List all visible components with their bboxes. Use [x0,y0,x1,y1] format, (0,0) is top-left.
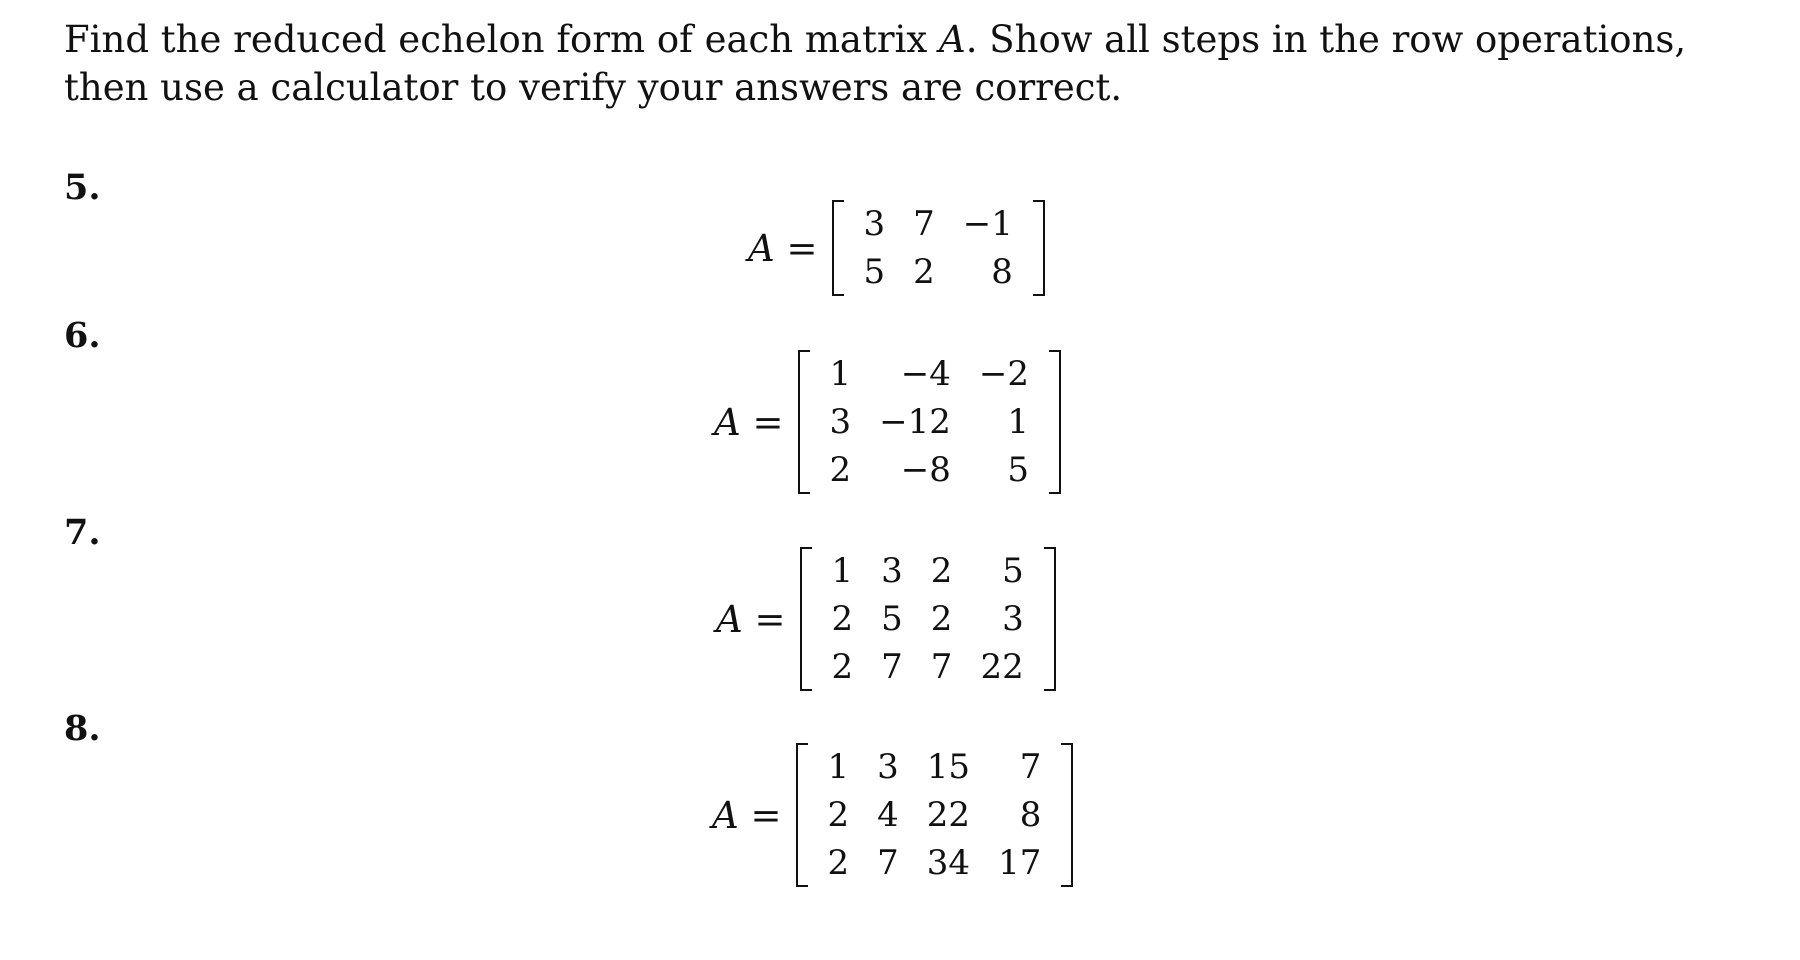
matrix-cell: 5 [863,252,886,292]
matrix-cell: 2 [829,450,852,490]
matrix-cell: 3 [829,402,852,442]
matrix-cell: 2 [827,843,850,883]
problem-6-equation [714,350,1061,494]
matrix-cell: 2 [913,252,935,292]
matrix-row [816,446,1044,494]
matrix-cell: 3 [1002,599,1024,639]
problem-number-7: 7. [64,512,101,553]
problem-5-equation [748,200,1045,296]
matrix-cell: −4 [900,354,951,394]
matrix-row [818,547,1038,595]
matrix-row [814,839,1056,887]
matrix-row [816,350,1044,398]
matrix-cell: 7 [1019,747,1042,787]
matrix-5-cells [850,200,1027,296]
matrix-8 [796,743,1074,887]
matrix-variable: A [939,18,966,61]
matrix-cell: 7 [881,647,903,687]
matrix-cell: 3 [863,204,886,244]
matrix-cell: 5 [881,599,903,639]
matrix-row [814,743,1056,791]
matrix-5 [832,200,1045,296]
matrix-cell: 8 [991,252,1013,292]
equation-lhs [714,401,784,444]
equals-sign: = [754,597,786,641]
matrix-cell: −1 [962,204,1013,244]
problem-number-5: 5. [64,167,101,208]
problem-number-8: 8. [64,708,101,749]
matrix-cell: 7 [913,204,935,244]
problem-number-6: 6. [64,315,101,356]
matrix-cell: −12 [879,402,951,442]
matrix-cell: 2 [831,599,854,639]
equals-sign: = [786,226,818,270]
matrix-cell: 5 [1007,450,1030,490]
equals-sign: = [750,793,782,837]
matrix-6-cells [816,350,1044,494]
problem-7-equation [716,547,1056,691]
matrix-cell: −2 [978,354,1030,394]
matrix-cell: 1 [827,747,850,787]
matrix-8-cells [814,743,1056,887]
matrix-row [850,248,1027,296]
instructions-text-end: . Show all steps in the row operations, then use a calculator to verify your answers are correct. [64,18,1687,109]
matrix-cell: 22 [926,795,971,835]
matrix-cell: 2 [827,795,850,835]
matrix-cell: 3 [881,551,903,591]
lhs-variable: A [716,597,743,641]
matrix-cell: 2 [930,599,953,639]
matrix-cell: 4 [877,795,899,835]
matrix-cell: 22 [980,647,1024,687]
matrix-6 [798,350,1062,494]
matrix-cell: 5 [1002,551,1024,591]
matrix-row [816,398,1044,446]
matrix-cell: 8 [1019,795,1042,835]
equation-lhs [748,227,818,270]
matrix-cell: 17 [998,843,1042,883]
equation-lhs [716,598,786,641]
instructions-text-start: Find the reduced echelon form of each matrix [64,18,940,61]
lhs-variable: A [712,793,739,837]
equation-lhs [712,794,782,837]
lhs-variable: A [714,400,741,444]
lhs-variable: A [748,226,775,270]
matrix-row [814,791,1056,839]
matrix-cell: 1 [1007,402,1030,442]
matrix-cell: 34 [926,843,971,883]
matrix-cell: 2 [930,551,953,591]
matrix-cell: −8 [900,450,951,490]
matrix-cell: 7 [877,843,899,883]
matrix-cell: 1 [831,551,854,591]
equals-sign: = [752,400,784,444]
matrix-row [818,595,1038,643]
matrix-row [818,643,1038,691]
matrix-row [850,200,1027,248]
matrix-cell: 1 [829,354,852,394]
matrix-cell: 3 [877,747,899,787]
matrix-cell: 2 [831,647,854,687]
matrix-cell: 15 [926,747,971,787]
matrix-7-cells [818,547,1038,691]
instructions-paragraph [64,16,1754,112]
matrix-7 [800,547,1056,691]
problem-8-equation [712,743,1073,887]
matrix-cell: 7 [930,647,953,687]
